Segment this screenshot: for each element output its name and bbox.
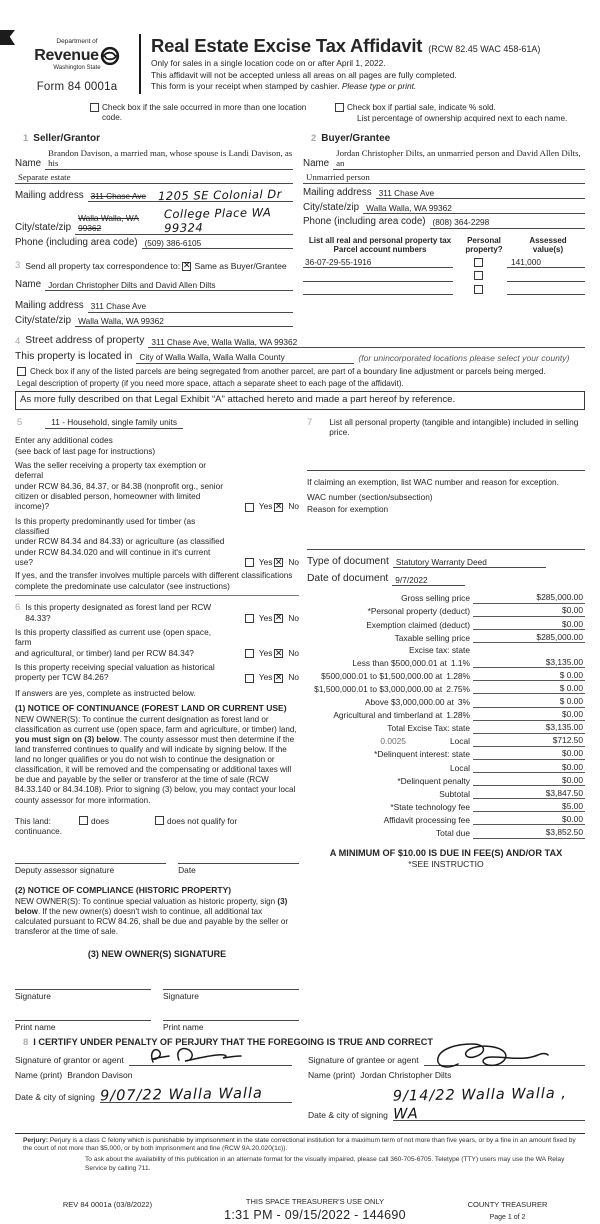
- seller-phone-field[interactable]: (509) 386-6105: [142, 238, 293, 249]
- grantor-name-print-label: Name (print): [15, 1070, 63, 1081]
- same-as-buyer-checkbox[interactable]: [182, 262, 191, 271]
- buyer-name-field[interactable]: Jordan Christopher Dilts, an unmarried person and David Allen Dilts, an: [333, 148, 585, 171]
- dor-logo-block: [21, 34, 133, 94]
- correspondence-mailing-field[interactable]: 311 Chase Ave: [88, 301, 293, 312]
- top-check-row: [90, 103, 585, 125]
- tax-amount-field[interactable]: $ 0.00: [473, 683, 585, 695]
- personal-property-checkbox[interactable]: [474, 258, 483, 267]
- section-2-number: 2: [311, 132, 317, 144]
- grantee-certify-column: [308, 1052, 585, 1121]
- located-in-field[interactable]: City of Walla Walla, Walla Walla County: [136, 352, 354, 363]
- continuance-label: continuance.: [15, 826, 63, 837]
- grantor-signature-label: Signature of grantor or agent: [15, 1055, 124, 1066]
- grantee-signature-label: Signature of grantee or agent: [308, 1055, 419, 1066]
- notice-compliance-body: NEW OWNER(S): To continue special valuation as historic property, sign (3) below. If the new owner(s) doesn't wish to continue, all additional tax calculated pursuant to RCW 84.26, shall be due and payable by the seller or transferor at the time of sale.: [15, 896, 289, 936]
- local-rate: 0.0025: [380, 736, 406, 747]
- timber-question: Is this property predominantly used for timber (as classified under RCW 84.34 and 84.33) or agriculture (as classified under RCW 84.34.020 and will continue in it's current use? Yes ✕ No: [15, 516, 299, 568]
- document-type-field[interactable]: Statutory Warranty Deed: [393, 557, 546, 568]
- tax-amount-field[interactable]: $712.50: [473, 735, 585, 747]
- title-block: [139, 34, 585, 94]
- signature-label: Signature: [15, 991, 51, 1002]
- correspondence-line: [15, 260, 293, 272]
- seller-mailing-struck: 311 Chase Ave: [90, 190, 147, 201]
- seller-mailing-label: Mailing address: [15, 190, 84, 202]
- parcel-row: [303, 282, 585, 296]
- parcel-row: [303, 268, 585, 282]
- yes-checkbox[interactable]: [245, 503, 254, 512]
- this-land-label: This land:: [15, 815, 51, 826]
- subtitle-2: This affidavit will not be accepted unless all areas on all pages are fully completed.: [151, 69, 457, 80]
- grantee-date-handwritten: 9/14/22 Walla Walla , WA: [392, 1085, 567, 1123]
- seller-name-label: Name: [15, 158, 42, 170]
- buyer-city-label: City/state/zip: [303, 201, 360, 213]
- seller-city-label: City/state/zip: [15, 222, 72, 234]
- reason-exemption-label: Reason for exemption: [307, 504, 389, 515]
- tax-row: *Delinquent interest: state $0.00: [374, 748, 583, 760]
- tax-row: Total due $3,852.50: [436, 827, 583, 839]
- perjury-notice: [15, 1133, 585, 1173]
- additional-codes-label: Enter any additional codes: [15, 435, 113, 446]
- section-8-number: 8: [23, 1037, 29, 1049]
- deputy-date-line[interactable]: [178, 852, 299, 864]
- tax-amount-field: [473, 645, 585, 655]
- grantee-date-city-field[interactable]: [393, 1084, 585, 1121]
- signature-label: Signature: [163, 991, 199, 1002]
- tax-amount-field[interactable]: $ 0.00: [473, 670, 585, 682]
- form-header: [21, 34, 585, 94]
- seller-mailing-field[interactable]: [88, 187, 293, 202]
- historic-question: Is this property receiving special valuation as historical property per TCW 84.26? Yes ✕ No: [15, 662, 299, 683]
- dept-of-label: Department of: [56, 38, 98, 45]
- no-checkbox[interactable]: [274, 614, 283, 623]
- form-number: Form 84 0001a: [36, 80, 118, 93]
- minimum-fee-note: A MINIMUM OF $10.00 IS DUE IN FEE(S) AND/OR TAX: [329, 847, 563, 858]
- buyer-mailing-label: Mailing address: [303, 186, 372, 198]
- no-checkbox[interactable]: [274, 558, 283, 567]
- does-not-checkbox[interactable]: [155, 816, 164, 825]
- section-7-number: 7: [307, 416, 313, 428]
- tax-row: Local $0.00: [449, 761, 583, 773]
- seller-name-field[interactable]: Brandon Davison, a married man, whose spouse is Landi Davison, as his: [45, 148, 293, 171]
- street-address-field[interactable]: 311 Chase Ave, Walla Walla, WA 99362: [148, 337, 585, 348]
- partial-sale-label: Check box if partial sale, indicate % sold.: [347, 103, 496, 112]
- correspondence-city-label: City/state/zip: [15, 315, 72, 327]
- seller-mailing-handwritten: 1205 SE Colonial Dr: [158, 186, 283, 204]
- grantor-date-handwritten: 9/07/22 Walla Walla: [99, 1085, 263, 1105]
- tax-row: Subtotal $3,847.50: [439, 787, 583, 799]
- grantor-name-print-field[interactable]: Brandon Davison: [67, 1070, 133, 1081]
- tax-row: Affidavit processing fee $0.00: [383, 813, 583, 825]
- buyer-name-label: Name: [303, 158, 330, 170]
- street-address-label: Street address of property: [25, 335, 145, 347]
- assessed-value-field[interactable]: [507, 294, 585, 295]
- parcel-row: [303, 255, 585, 269]
- left-main-column: [15, 417, 299, 1032]
- tax-amount-field[interactable]: $0.00: [473, 762, 585, 774]
- buyer-column: [303, 127, 585, 328]
- tax-amount-field[interactable]: $0.00: [473, 775, 585, 787]
- located-in-label: This property is located in: [15, 350, 133, 362]
- tax-amount-field[interactable]: $5.00: [473, 801, 585, 813]
- yes-checkbox[interactable]: [245, 558, 254, 567]
- legal-description-box: As more fully described on that Legal Exhibit “A” attached hereto and made a part hereof by reference.: [15, 391, 585, 410]
- tax-row: 0.0025 Local $712.50: [380, 735, 583, 747]
- tax-amount-field[interactable]: $285,000.00: [473, 592, 585, 604]
- land-use-code-field[interactable]: 11 - Household, single family units: [45, 417, 183, 429]
- personal-property-checkbox[interactable]: [474, 285, 483, 294]
- deputy-assessor-label: Deputy assessor signature: [15, 865, 115, 876]
- personal-property-field[interactable]: [307, 460, 585, 471]
- section-1-number: 1: [23, 132, 29, 144]
- document-type-label: Type of document: [307, 555, 389, 567]
- perjury-label: Perjury:: [23, 1136, 48, 1144]
- tax-amount-field[interactable]: $0.00: [473, 605, 585, 617]
- grantor-date-city-field[interactable]: [100, 1084, 292, 1103]
- dor-swirl-icon: [100, 46, 120, 66]
- washington-state-label: Washington State: [53, 65, 101, 72]
- buyer-phone-label: Phone (including area code): [303, 216, 426, 228]
- notice-compliance-title: (2) NOTICE OF COMPLIANCE (HISTORIC PROPERTY): [15, 884, 232, 895]
- grantee-name-print-field[interactable]: Jordan Christopher Dilts: [360, 1070, 452, 1081]
- partial-sale-checkbox[interactable]: [335, 103, 344, 112]
- tax-row: Less than $500,000.01 at 1.1% $3,135.00: [352, 656, 583, 668]
- grantee-name-print-label: Name (print): [308, 1070, 356, 1081]
- grantee-signature-image: [430, 1040, 560, 1074]
- exemption-question: Was the seller receiving a property tax exemption or deferral under RCW 84.36, 84.37, or 84.38 (nonprofit org., senior citizen or disabled person, homeowner with limited income)? Yes ✕ No: [15, 460, 299, 512]
- grantee-date-city-label: Date & city of signing: [308, 1110, 388, 1121]
- page-footer: [15, 1197, 585, 1224]
- yes-checkbox[interactable]: [245, 649, 254, 658]
- correspondence-label: Send all property tax correspondence to:: [25, 260, 181, 271]
- tax-amount-field[interactable]: $3,135.00: [473, 722, 585, 734]
- tax-row: Exemption claimed (deduct) $0.00: [366, 618, 583, 630]
- subtitle-3: This form is your receipt when stamped by cashier. Please type or print.: [151, 81, 417, 92]
- correspondence-name-field[interactable]: Jordan Christopher Dilts and David Allen Dilts: [45, 280, 293, 291]
- seller-city-struck: Walla Walla, WA 99362: [78, 212, 139, 234]
- grantor-signature-image: [145, 1044, 255, 1068]
- tax-amount-field[interactable]: $3,847.50: [473, 788, 585, 800]
- parcel-header-col2: Personal property?: [465, 235, 503, 255]
- rcw-reference: (RCW 82.45 WAC 458-61A): [428, 44, 541, 54]
- print-name-label: Print name: [15, 1021, 56, 1032]
- seller-column: [15, 127, 293, 328]
- buyer-name-field-2[interactable]: Unmarried person: [303, 172, 585, 184]
- section-5-number: 5: [17, 416, 23, 428]
- correspondence-city-field[interactable]: Walla Walla, WA 99362: [75, 316, 293, 327]
- if-answers-note: If answers are yes, complete as instructed below.: [15, 687, 196, 698]
- buyer-phone-field[interactable]: (808) 364-2298: [430, 217, 585, 228]
- new-owner-printname-line[interactable]: [163, 1009, 299, 1021]
- buyer-grantee-heading: Buyer/Grantee: [321, 132, 391, 144]
- seller-grantor-heading: Seller/Grantor: [33, 132, 100, 144]
- deputy-assessor-signature-line[interactable]: [15, 852, 166, 864]
- right-main-column: [307, 417, 585, 1032]
- ownership-percentage-note: List percentage of ownership acquired next to each name.: [357, 114, 568, 124]
- document-date-label: Date of document: [307, 573, 389, 585]
- buyer-mailing-field[interactable]: 311 Chase Ave: [376, 188, 585, 199]
- parcel-number-field[interactable]: 36-07-29-55-1916: [303, 257, 453, 268]
- yes-checkbox[interactable]: [245, 674, 254, 683]
- section-4-number: 4: [15, 336, 21, 348]
- new-owner-signature-title: (3) NEW OWNER(S) SIGNATURE: [87, 948, 227, 959]
- forest-land-question: 6 Is this property designated as forest land per RCW 84.33? Yes ✕ No: [15, 602, 299, 623]
- assessed-value-field[interactable]: [507, 281, 585, 282]
- seller-phone-label: Phone (including area code): [15, 237, 138, 249]
- tax-row: *State technology fee $5.00: [390, 800, 583, 812]
- wac-number-label: WAC number (section/subsection): [307, 491, 433, 502]
- legal-description-label: Legal description of property (if you need more space, attach a separate sheet to each page of the affidavit).: [17, 378, 404, 388]
- new-owner-signature-line[interactable]: [15, 978, 151, 990]
- segregated-checkbox[interactable]: [17, 367, 26, 376]
- buyer-city-field[interactable]: Walla Walla, WA 99362: [363, 203, 585, 214]
- current-use-question: Is this property classified as current use (open space, farm and agricultural, or timber) land per RCW 84.34? Yes ✕ No: [15, 627, 299, 658]
- assessed-value-field[interactable]: 141,000: [507, 257, 585, 268]
- page-number: Page 1 of 2: [489, 1214, 526, 1222]
- notice-continuance-body: NEW OWNER(S): To continue the current designation as forest land or classification as current use (open space, farm and agriculture, or timber) land, you must sign on (3) below. The county assessor must then determine if the land transferred continues to qualify and will indicate by signing below. If the land no longer qualifies or you do not wish to continue the designation or classification, it will be removed and the compensating or additional taxes will be due and payable by the seller or transferor at the time of sale (RCW 84.33.140 or 84.34.108). Prior to signing (3) below, you may contact your local county assessor for more information.: [15, 714, 297, 805]
- tax-row: Excise tax: state: [307, 645, 585, 656]
- tax-row: $500,000.01 to $1,500,000.00 at 1.28% $ 0.00: [321, 669, 583, 681]
- rev-number: REV 84 0001a (03/8/2022): [62, 1199, 153, 1209]
- tax-row: Above $3,000,000.00 at 3% $ 0.00: [364, 696, 583, 708]
- no-checkbox[interactable]: [274, 674, 283, 683]
- correspondence-name-label: Name: [15, 279, 42, 291]
- subtitle-1: Only for sales in a single location code on or after April 1, 2022.: [151, 58, 386, 69]
- personal-property-label: List all personal property (tangible and intangible) included in selling price.: [329, 416, 579, 438]
- tax-amount-field[interactable]: $3,852.50: [473, 827, 585, 839]
- tax-row: *Personal property (deduct) $0.00: [367, 605, 583, 617]
- new-owner-signature-line[interactable]: [163, 978, 299, 990]
- parcel-number-field[interactable]: [303, 294, 453, 295]
- tax-amount-field[interactable]: $ 0.00: [473, 696, 585, 708]
- grantor-certify-column: [15, 1052, 292, 1121]
- tax-row: Taxable selling price $285,000.00: [394, 631, 583, 643]
- segregated-label: Check box if any of the listed parcels are being segregated from another parcel, are part of a boundary line adjustment or parcels being merged.: [30, 367, 546, 377]
- tax-amount-field[interactable]: $0.00: [473, 748, 585, 760]
- accessibility-note: To ask about the availability of this publication in an alternate format for the visually impaired, please call 360-705-6705. Teletype (TTY) users may use the WA Relay Service by calling 711.: [85, 1156, 565, 1172]
- tax-computation-table: [307, 592, 585, 838]
- personal-property-checkbox[interactable]: [474, 271, 483, 280]
- section-3-number: 3: [15, 260, 21, 272]
- does-checkbox[interactable]: [79, 816, 88, 825]
- tax-row: $1,500,000.01 to $3,000,000.00 at 2.75% $ 0.00: [314, 682, 583, 694]
- perjury-text: Perjury is a class C felony which is punishable by imprisonment in the state correctional institution for a maximum term of not more than five years, or by a fine in an amount fixed by the court of not more than $5,000, or by both imprisonment and fine (RCW 9A.20.020(1c)).: [23, 1136, 576, 1153]
- parcel-number-field[interactable]: [303, 281, 453, 282]
- correspondence-mailing-label: Mailing address: [15, 300, 84, 312]
- seller-name-field-2[interactable]: Separate estate: [15, 172, 293, 184]
- multi-location-checkbox[interactable]: [90, 103, 99, 112]
- additional-codes-note: (see back of last page for instructions): [15, 445, 156, 456]
- tax-amount-field[interactable]: $0.00: [473, 619, 585, 631]
- see-instructions-note: *SEE INSTRUCTIO: [408, 859, 484, 870]
- multi-location-label: Check box if the sale occurred in more than one location code.: [102, 103, 307, 123]
- parcel-header-col3: Assessed value(s): [529, 235, 567, 255]
- grantor-date-city-label: Date & city of signing: [15, 1092, 95, 1103]
- certify-statement: I CERTIFY UNDER PENALTY OF PERJURY THAT THE FOREGOING IS TRUE AND CORRECT: [33, 1037, 433, 1048]
- revenue-wordmark: Revenue: [34, 47, 99, 65]
- deputy-date-label: Date: [178, 865, 196, 876]
- certification-section: [15, 1037, 585, 1121]
- no-checkbox[interactable]: [274, 503, 283, 512]
- new-owner-printname-line[interactable]: [15, 1009, 151, 1021]
- parcel-table: [303, 236, 585, 296]
- seller-city-field[interactable]: [75, 205, 293, 235]
- tax-row: *Delinquent penalty $0.00: [397, 774, 583, 786]
- tax-row: Gross selling price $285,000.00: [401, 592, 583, 604]
- treasurer-use-label: THIS SPACE TREASURER'S USE ONLY: [245, 1196, 385, 1206]
- section-6-number: 6: [15, 602, 21, 614]
- tax-row: Agricultural and timberland at 1.28% $0.00: [333, 709, 583, 721]
- exemption-claim-label: If claiming an exemption, list WAC number and reason for exception.: [307, 476, 559, 487]
- same-as-buyer-label: Same as Buyer/Grantee: [194, 260, 287, 271]
- yes-checkbox[interactable]: [245, 614, 254, 623]
- parcel-header-col1: List all real and personal property tax Parcel account numbers: [308, 235, 452, 255]
- tax-amount-field[interactable]: $0.00: [473, 709, 585, 721]
- property-location-section: [15, 335, 585, 409]
- tax-row: Total Excise Tax: state $3,135.00: [387, 722, 583, 734]
- tax-amount-field[interactable]: $0.00: [473, 814, 585, 826]
- document-date-field[interactable]: 9/7/2022: [392, 575, 465, 586]
- notice-continuance-title: (1) NOTICE OF CONTINUANCE (FOREST LAND OR CURRENT USE): [15, 703, 287, 714]
- seller-city-handwritten: College Place WA 99324: [163, 205, 272, 236]
- county-note: (for unincorporated locations please select your county): [358, 352, 570, 363]
- county-treasurer-label: COUNTY TREASURER: [467, 1199, 548, 1209]
- no-checkbox[interactable]: [274, 649, 283, 658]
- tax-amount-field[interactable]: $285,000.00: [473, 632, 585, 644]
- print-name-label: Print name: [163, 1021, 204, 1032]
- page-title: Real Estate Excise Tax Affidavit: [151, 35, 423, 56]
- predominate-use-note: If yes, and the transfer involves multiple parcels with different classifications complete the predominate use calculator (see instructions): [15, 570, 299, 596]
- tax-amount-field[interactable]: $3,135.00: [473, 657, 585, 669]
- land-qualify-row: This land: does does not qualify for: [15, 815, 238, 826]
- treasurer-stamp: 1:31 PM - 09/15/2022 - 144690: [224, 1208, 406, 1223]
